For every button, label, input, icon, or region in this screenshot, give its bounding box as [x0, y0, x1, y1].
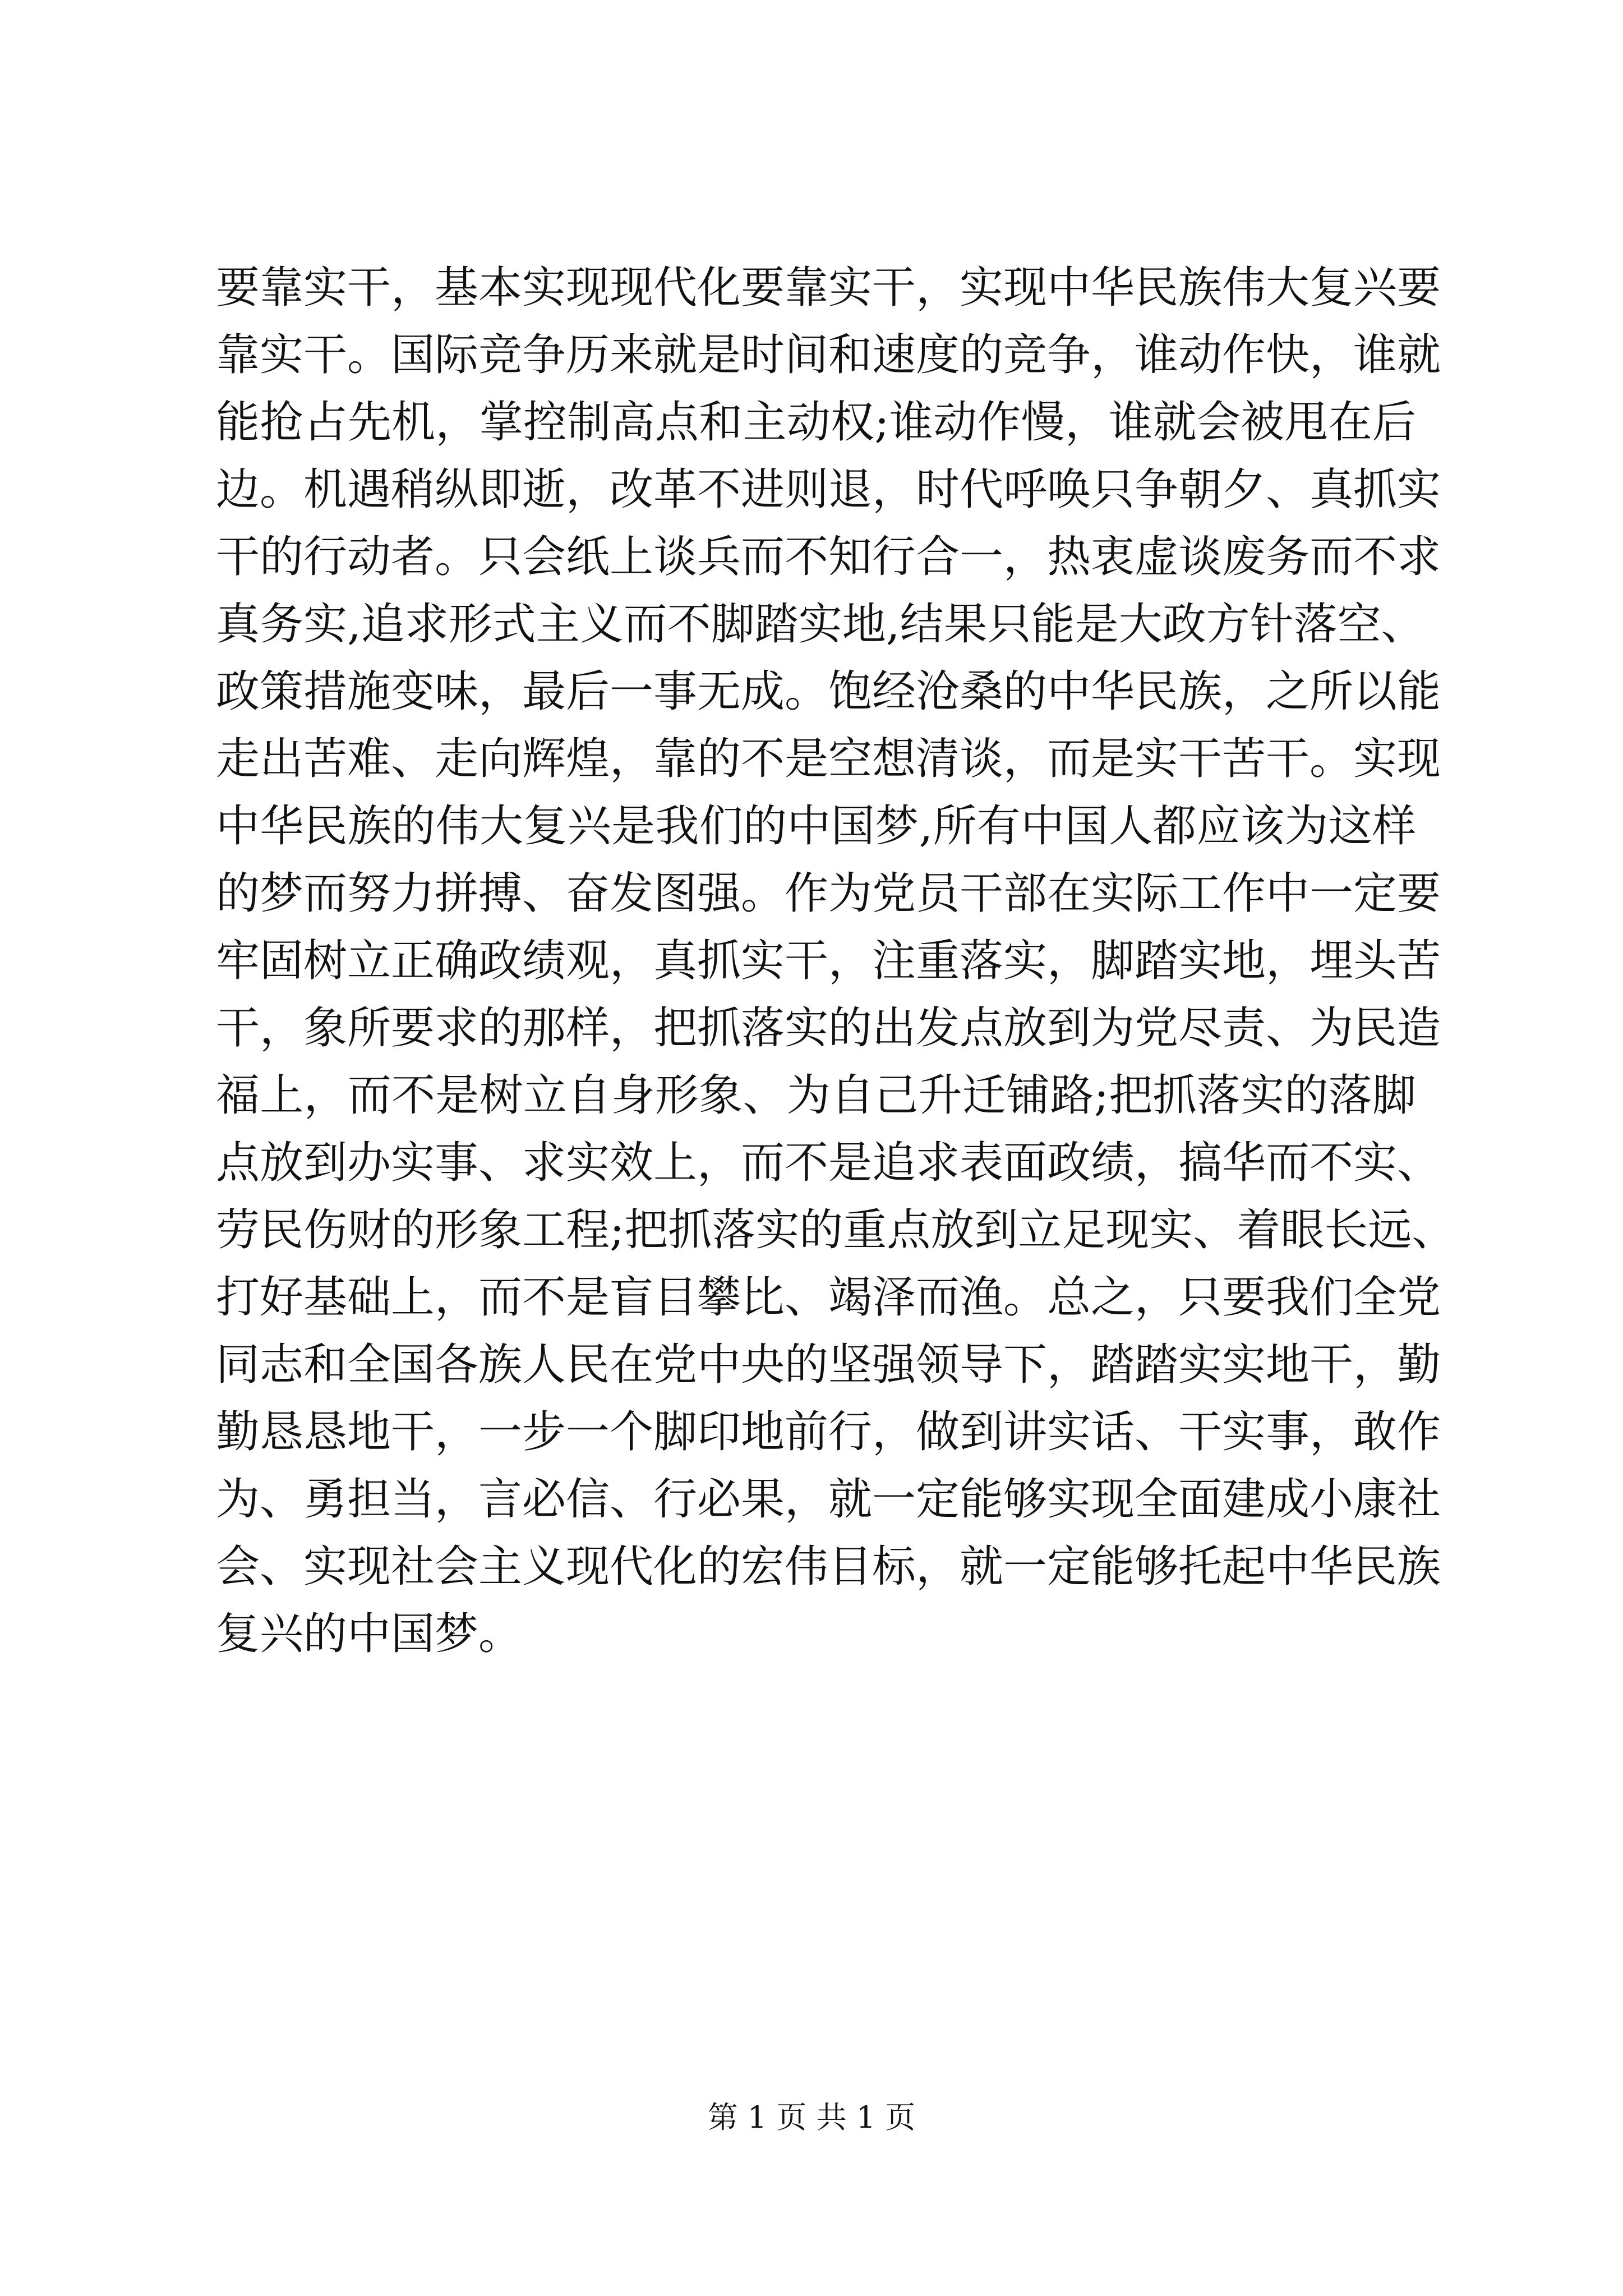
text-line: 复兴的中国梦。	[216, 1609, 523, 1659]
text-line: 走出苦难、走向辉煌，靠的不是空想清谈，而是实干苦干。实现	[216, 734, 1441, 784]
text-line: 干，象所要求的那样，把抓落实的出发点放到为党尽责、为民造	[216, 1003, 1441, 1053]
text-line: 同志和全国各族人民在党中央的坚强领导下，踏踏实实地干，勤	[216, 1340, 1441, 1390]
text-line: 福上，而不是树立自身形象、为自己升迁铺路;把抓落实的落脚	[216, 1070, 1416, 1121]
text-line: 会、实现社会主义现代化的宏伟目标，就一定能够托起中华民族	[216, 1542, 1441, 1592]
text-line: 中华民族的伟大复兴是我们的中国梦,所有中国人都应该为这样	[216, 801, 1416, 852]
text-line: 勤恳恳地干，一步一个脚印地前行，做到讲实话、干实事，敢作	[216, 1407, 1441, 1457]
text-line: 点放到办实事、求实效上，而不是追求表面政绩，搞华而不实、	[216, 1138, 1441, 1188]
text-line: 能抢占先机，掌控制高点和主动权;谁动作慢，谁就会被甩在后	[216, 397, 1417, 448]
text-line: 为、勇担当，言必信、行必果，就一定能够实现全面建成小康社	[216, 1474, 1441, 1525]
text-line: 劳民伤财的形象工程;把抓落实的重点放到立足现实、着眼长远、	[216, 1205, 1456, 1255]
body-paragraph	[216, 254, 1456, 1668]
text-line: 打好基础上，而不是盲目攀比、竭泽而渔。总之，只要我们全党	[216, 1272, 1441, 1323]
text-line: 政策措施变味，最后一事无成。饱经沧桑的中华民族，之所以能	[216, 666, 1441, 717]
text-line: 牢固树立正确政绩观，真抓实干，注重落实，脚踏实地，埋头苦	[216, 936, 1441, 986]
text-line: 边。机遇稍纵即逝，改革不进则退，时代呼唤只争朝夕、真抓实	[216, 464, 1441, 515]
page-number-footer: 第 1 页 共 1 页	[707, 2100, 916, 2135]
text-line: 要靠实干，基本实现现代化要靠实干，实现中华民族伟大复兴要	[216, 263, 1441, 313]
text-line: 的梦而努力拼搏、奋发图强。作为党员干部在实际工作中一定要	[216, 868, 1441, 919]
text-line: 真务实,追求形式主义而不脚踏实地,结果只能是大政方针落空、	[216, 599, 1425, 650]
text-line: 靠实干。国际竞争历来就是时间和速度的竞争，谁动作快，谁就	[216, 330, 1441, 380]
text-line: 干的行动者。只会纸上谈兵而不知行合一，热衷虚谈废务而不求	[216, 532, 1441, 582]
